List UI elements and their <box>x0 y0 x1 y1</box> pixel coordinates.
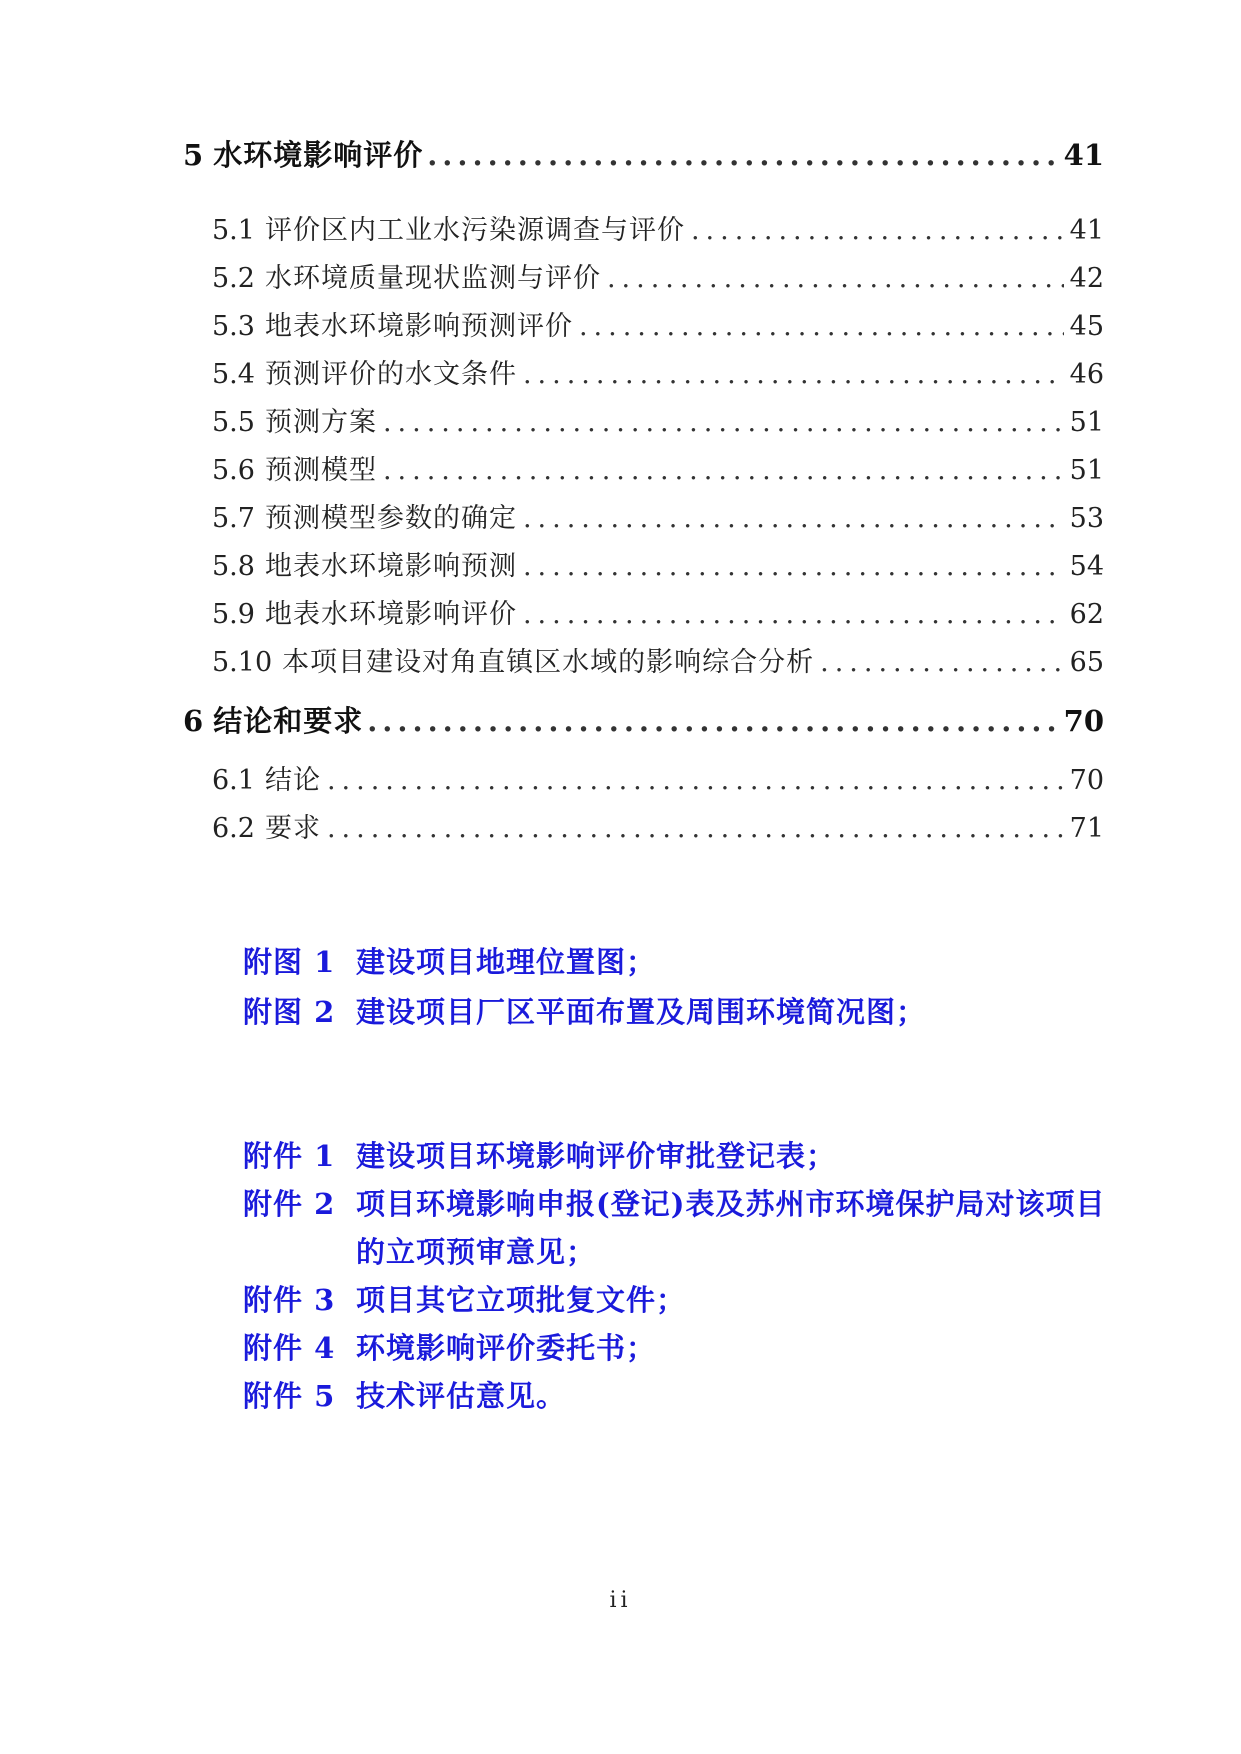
toc-chapter-title: 结论和要求 <box>213 704 364 738</box>
toc-dot-leader <box>383 455 1064 486</box>
toc-dot-leader <box>691 215 1064 246</box>
toc-section-title: 地表水环境影响预测评价 <box>264 311 573 342</box>
toc-page-number: 41 <box>1063 138 1104 172</box>
toc-chapter-6[interactable] <box>183 699 1104 740</box>
toc-section-number: 6.2 <box>212 813 255 844</box>
toc-page-number: 46 <box>1069 359 1104 390</box>
toc-section-title: 地表水环境影响预测 <box>264 551 517 582</box>
attachment-title: 技术评估意见。 <box>356 1379 567 1413</box>
toc-chapter-number: 5 <box>183 138 204 172</box>
toc-section-5-7[interactable] <box>212 496 1104 535</box>
toc-page-number: 53 <box>1069 503 1104 534</box>
toc-section-number: 5.5 <box>212 407 255 438</box>
toc-page-number: 41 <box>1069 215 1104 246</box>
toc-chapter-5[interactable] <box>183 133 1104 174</box>
attachment-item-2-continued: 的立项预审意见； <box>356 1235 597 1269</box>
toc-dot-leader <box>327 765 1064 796</box>
toc-section-5-5[interactable] <box>212 400 1104 439</box>
toc-page-number: 71 <box>1069 813 1104 844</box>
toc-dot-leader <box>579 311 1064 342</box>
toc-section-title: 评价区内工业水污染源调查与评价 <box>264 215 685 246</box>
figure-label: 附图 2 <box>243 995 336 1029</box>
toc-dot-leader <box>523 551 1064 582</box>
toc-page-number: 42 <box>1069 263 1104 294</box>
toc-dot-leader <box>523 503 1064 534</box>
toc-section-number: 5.9 <box>212 599 255 630</box>
toc-section-title: 本项目建设对角直镇区水域的影响综合分析 <box>282 647 815 678</box>
toc-page-number: 65 <box>1069 647 1104 678</box>
toc-page-number: 54 <box>1069 551 1104 582</box>
toc-section-number: 5.2 <box>212 263 255 294</box>
toc-section-5-8[interactable] <box>212 544 1104 583</box>
toc-section-title: 预测模型参数的确定 <box>264 503 517 534</box>
figure-title: 建设项目厂区平面布置及周围环境简况图； <box>356 995 927 1029</box>
toc-section-5-9[interactable] <box>212 592 1104 631</box>
toc-dot-leader <box>523 359 1064 390</box>
toc-section-title: 预测方案 <box>264 407 377 438</box>
toc-page-number: 45 <box>1069 311 1104 342</box>
toc-chapter-title: 水环境影响评价 <box>213 138 424 172</box>
toc-section-6-2[interactable] <box>212 806 1104 845</box>
toc-section-number: 5.8 <box>212 551 255 582</box>
toc-page-number: 51 <box>1069 455 1104 486</box>
toc-section-number: 5.3 <box>212 311 255 342</box>
toc-page-number: 51 <box>1069 407 1104 438</box>
toc-section-title: 水环境质量现状监测与评价 <box>264 263 601 294</box>
attachment-label: 附件 2 <box>243 1187 336 1221</box>
toc-dot-leader <box>427 138 1059 172</box>
toc-section-number: 5.10 <box>212 647 273 678</box>
toc-page-number: 62 <box>1069 599 1104 630</box>
attachment-label: 附件 5 <box>243 1379 336 1413</box>
toc-section-6-1[interactable] <box>212 758 1104 797</box>
toc-dot-leader <box>367 704 1059 738</box>
toc-section-title: 结论 <box>264 765 321 796</box>
figure-title: 建设项目地理位置图； <box>356 945 657 979</box>
toc-section-5-2[interactable] <box>212 256 1104 295</box>
toc-dot-leader <box>383 407 1064 438</box>
attachment-title: 项目环境影响申报(登记)表及苏州市环境保护局对该项目 <box>356 1187 1106 1221</box>
toc-dot-leader <box>820 647 1064 678</box>
toc-section-5-6[interactable] <box>212 448 1104 487</box>
toc-section-number: 5.7 <box>212 503 255 534</box>
toc-chapter-number: 6 <box>183 704 204 738</box>
attachment-label: 附件 1 <box>243 1139 336 1173</box>
toc-section-number: 5.6 <box>212 455 255 486</box>
toc-dot-leader <box>607 263 1064 294</box>
toc-section-5-1[interactable] <box>212 208 1104 247</box>
toc-page-number: 70 <box>1069 765 1104 796</box>
attachment-label: 附件 3 <box>243 1283 336 1317</box>
attachment-title: 环境影响评价委托书； <box>356 1331 657 1365</box>
toc-section-5-4[interactable] <box>212 352 1104 391</box>
page-number: ii <box>609 1588 632 1613</box>
toc-section-title: 预测评价的水文条件 <box>264 359 517 390</box>
attachment-label: 附件 4 <box>243 1331 336 1365</box>
toc-section-number: 6.1 <box>212 765 255 796</box>
toc-dot-leader <box>327 813 1064 844</box>
toc-section-5-3[interactable] <box>212 304 1104 343</box>
toc-section-title: 地表水环境影响评价 <box>264 599 517 630</box>
figure-label: 附图 1 <box>243 945 336 979</box>
toc-dot-leader <box>523 599 1064 630</box>
toc-page-number: 70 <box>1063 704 1104 738</box>
toc-section-title: 要求 <box>264 813 321 844</box>
toc-section-number: 5.4 <box>212 359 255 390</box>
toc-section-title: 预测模型 <box>264 455 377 486</box>
attachment-title: 建设项目环境影响评价审批登记表； <box>356 1139 837 1173</box>
toc-section-number: 5.1 <box>212 215 255 246</box>
attachment-title: 项目其它立项批复文件； <box>356 1283 687 1317</box>
toc-section-5-10[interactable] <box>212 640 1104 679</box>
